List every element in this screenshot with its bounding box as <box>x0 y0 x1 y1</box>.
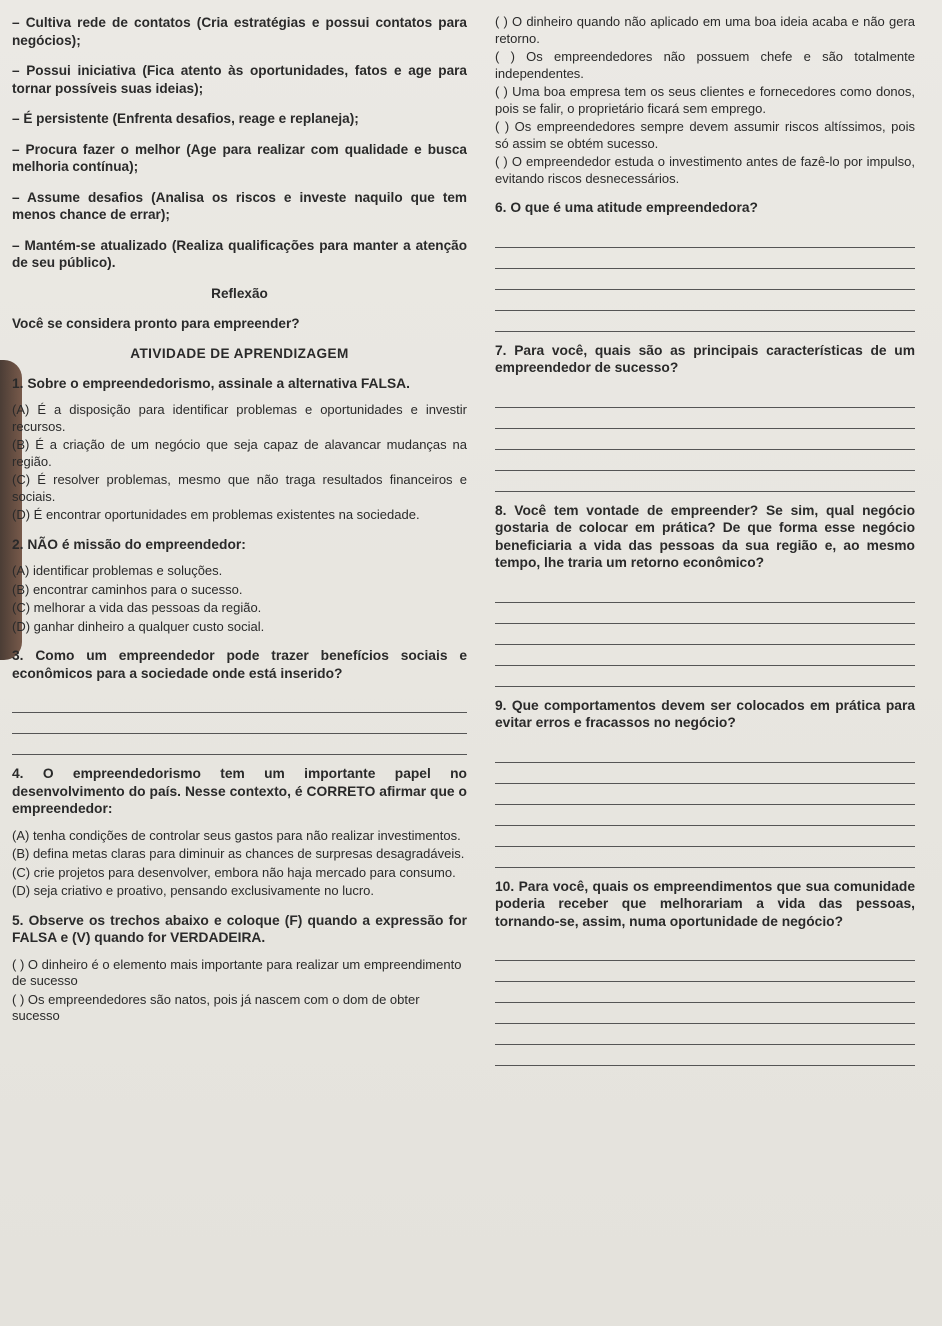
q2-option-a[interactable]: (A) identificar problemas e soluções. <box>12 563 223 578</box>
q8-answer-line-3[interactable] <box>495 624 915 645</box>
q6-answer-line-4[interactable] <box>495 290 915 311</box>
q8-text: 8. Você tem vontade de empreender? Se sim, qual negócio gostaria de colocar em prática? De que forma esse negócio beneficiaria a vida das pessoas da sua região e, ao mesmo tempo, lhe traria um retorno econômico? <box>495 502 915 570</box>
q8-answer-line-4[interactable] <box>495 645 915 666</box>
q10-answer-line-4[interactable] <box>495 1003 915 1024</box>
q9-answer-line-6[interactable] <box>495 847 915 868</box>
q5-text: 5. Observe os trechos abaixo e coloque (F) quando a expressão for FALSA e (V) quando for VERDADEIRA. <box>12 912 467 945</box>
q1-option-c[interactable]: (C) É resolver problemas, mesmo que não traga resultados financeiros e sociais. <box>12 472 467 504</box>
q9-answer-line-4[interactable] <box>495 805 915 826</box>
q1-option-d[interactable]: (D) É encontrar oportunidades em problemas existentes na sociedade. <box>12 507 420 522</box>
q1-option-a[interactable]: (A) É a disposição para identificar problemas e oportunidades e investir recursos. <box>12 402 467 434</box>
q4-option-b[interactable]: (B) defina metas claras para diminuir as chances de surpresas desagradáveis. <box>12 846 465 861</box>
q10-answer-line-6[interactable] <box>495 1045 915 1066</box>
q8-answer-line-1[interactable] <box>495 582 915 603</box>
q6-text: 6. O que é uma atitude empreendedora? <box>495 200 758 215</box>
q4-option-d[interactable]: (D) seja criativo e proativo, pensando exclusivamente no lucro. <box>12 883 375 898</box>
q9-answer-line-2[interactable] <box>495 763 915 784</box>
reflexao-title: Reflexão <box>211 285 268 301</box>
q4-text: 4. O empreendedorismo tem um importante papel no desenvolvimento do país. Nesse contexto, é CORRETO afirmar que o empreendedor: <box>12 766 467 816</box>
q2-option-b[interactable]: (B) encontrar caminhos para o sucesso. <box>12 581 243 597</box>
q3-answer-line-1[interactable] <box>12 692 467 713</box>
trait-3: – É persistente (Enfrenta desafios, reage e replaneja); <box>12 111 359 126</box>
left-column <box>12 14 467 1027</box>
q5-item-2[interactable]: ( ) Os empreendedores são natos, pois já nascem com o dom de obter sucesso <box>12 991 420 1023</box>
q4-option-a[interactable]: (A) tenha condições de controlar seus gastos para não realizar investimentos. <box>12 827 461 843</box>
q7-answer-line-1[interactable] <box>495 387 915 408</box>
q7-answer-line-4[interactable] <box>495 450 915 471</box>
q6-answer-line-3[interactable] <box>495 269 915 290</box>
q5-item-7[interactable]: ( ) O empreendedor estuda o investimento antes de fazê-lo por impulso, evitando riscos desnecessários. <box>495 154 915 186</box>
q10-text: 10. Para você, quais os empreendimentos que sua comunidade poderia receber que melhorariam a vida das pessoas, tornando-se, assim, numa oportunidade de negócio? <box>495 878 915 929</box>
trait-1: – Cultiva rede de contatos (Cria estratégias e possui contatos para negócios); <box>12 15 467 48</box>
q5-item-1[interactable]: ( ) O dinheiro é o elemento mais importante para realizar um empreendimento de sucesso <box>12 956 462 988</box>
q9-text: 9. Que comportamentos devem ser colocados em prática para evitar erros e fracassos no negócio? <box>495 697 915 730</box>
atividade-title: ATIVIDADE DE APRENDIZAGEM <box>130 345 349 361</box>
q8-answer-line-2[interactable] <box>495 603 915 624</box>
right-column <box>495 14 915 1066</box>
q3-text: 3. Como um empreendedor pode trazer benefícios sociais e econômicos para a sociedade onde está inserido? <box>12 648 467 681</box>
q5-item-6[interactable]: ( ) Os empreendedores sempre devem assumir riscos altíssimos, pois só assim se obtém sucesso. <box>495 119 915 151</box>
q6-answer-line-1[interactable] <box>495 227 915 248</box>
q6-answer-line-2[interactable] <box>495 248 915 269</box>
q7-answer-line-5[interactable] <box>495 471 915 492</box>
q9-answer-line-1[interactable] <box>495 742 915 763</box>
trait-4: – Procura fazer o melhor (Age para realizar com qualidade e busca melhoria contínua); <box>12 141 467 174</box>
q4-option-c[interactable]: (C) crie projetos para desenvolver, embora não haja mercado para consumo. <box>12 864 456 880</box>
q10-answer-line-5[interactable] <box>495 1024 915 1045</box>
q1-option-b[interactable]: (B) É a criação de um negócio que seja capaz de alavancar mudanças na região. <box>12 437 467 469</box>
q10-answer-line-3[interactable] <box>495 982 915 1003</box>
q5-item-5[interactable]: ( ) Uma boa empresa tem os seus clientes e fornecedores como donos, pois se falir, o proprietário ficará sem emprego. <box>495 84 915 116</box>
q5-item-4[interactable]: ( ) Os empreendedores não possuem chefe e são totalmente independentes. <box>495 49 915 81</box>
q1-text: 1. Sobre o empreendedorismo, assinale a alternativa FALSA. <box>12 375 410 391</box>
q3-answer-line-3[interactable] <box>12 734 467 755</box>
q9-answer-line-5[interactable] <box>495 826 915 847</box>
q7-text: 7. Para você, quais são as principais características de um empreendedor de sucesso? <box>495 342 915 375</box>
reflexao-question: Você se considera pronto para empreender? <box>12 316 300 331</box>
q2-option-d[interactable]: (D) ganhar dinheiro a qualquer custo social. <box>12 618 265 634</box>
q5-item-3[interactable]: ( ) O dinheiro quando não aplicado em uma boa ideia acaba e não gera retorno. <box>495 14 915 46</box>
q6-answer-line-5[interactable] <box>495 311 915 332</box>
q8-answer-line-5[interactable] <box>495 666 915 687</box>
q10-answer-line-1[interactable] <box>495 940 915 961</box>
q7-answer-line-2[interactable] <box>495 408 915 429</box>
q9-answer-line-3[interactable] <box>495 784 915 805</box>
trait-5: – Assume desafios (Analisa os riscos e investe naquilo que tem menos chance de errar); <box>12 189 467 222</box>
q10-answer-line-2[interactable] <box>495 961 915 982</box>
q3-answer-line-2[interactable] <box>12 713 467 734</box>
q2-option-c[interactable]: (C) melhorar a vida das pessoas da região. <box>12 600 262 615</box>
q7-answer-line-3[interactable] <box>495 429 915 450</box>
q2-text: 2. NÃO é missão do empreendedor: <box>12 536 246 552</box>
trait-6: – Mantém-se atualizado (Realiza qualificações para manter a atenção de seu público). <box>12 237 467 270</box>
trait-2: – Possui iniciativa (Fica atento às oportunidades, fatos e age para tornar possíveis suas ideias); <box>12 63 467 96</box>
